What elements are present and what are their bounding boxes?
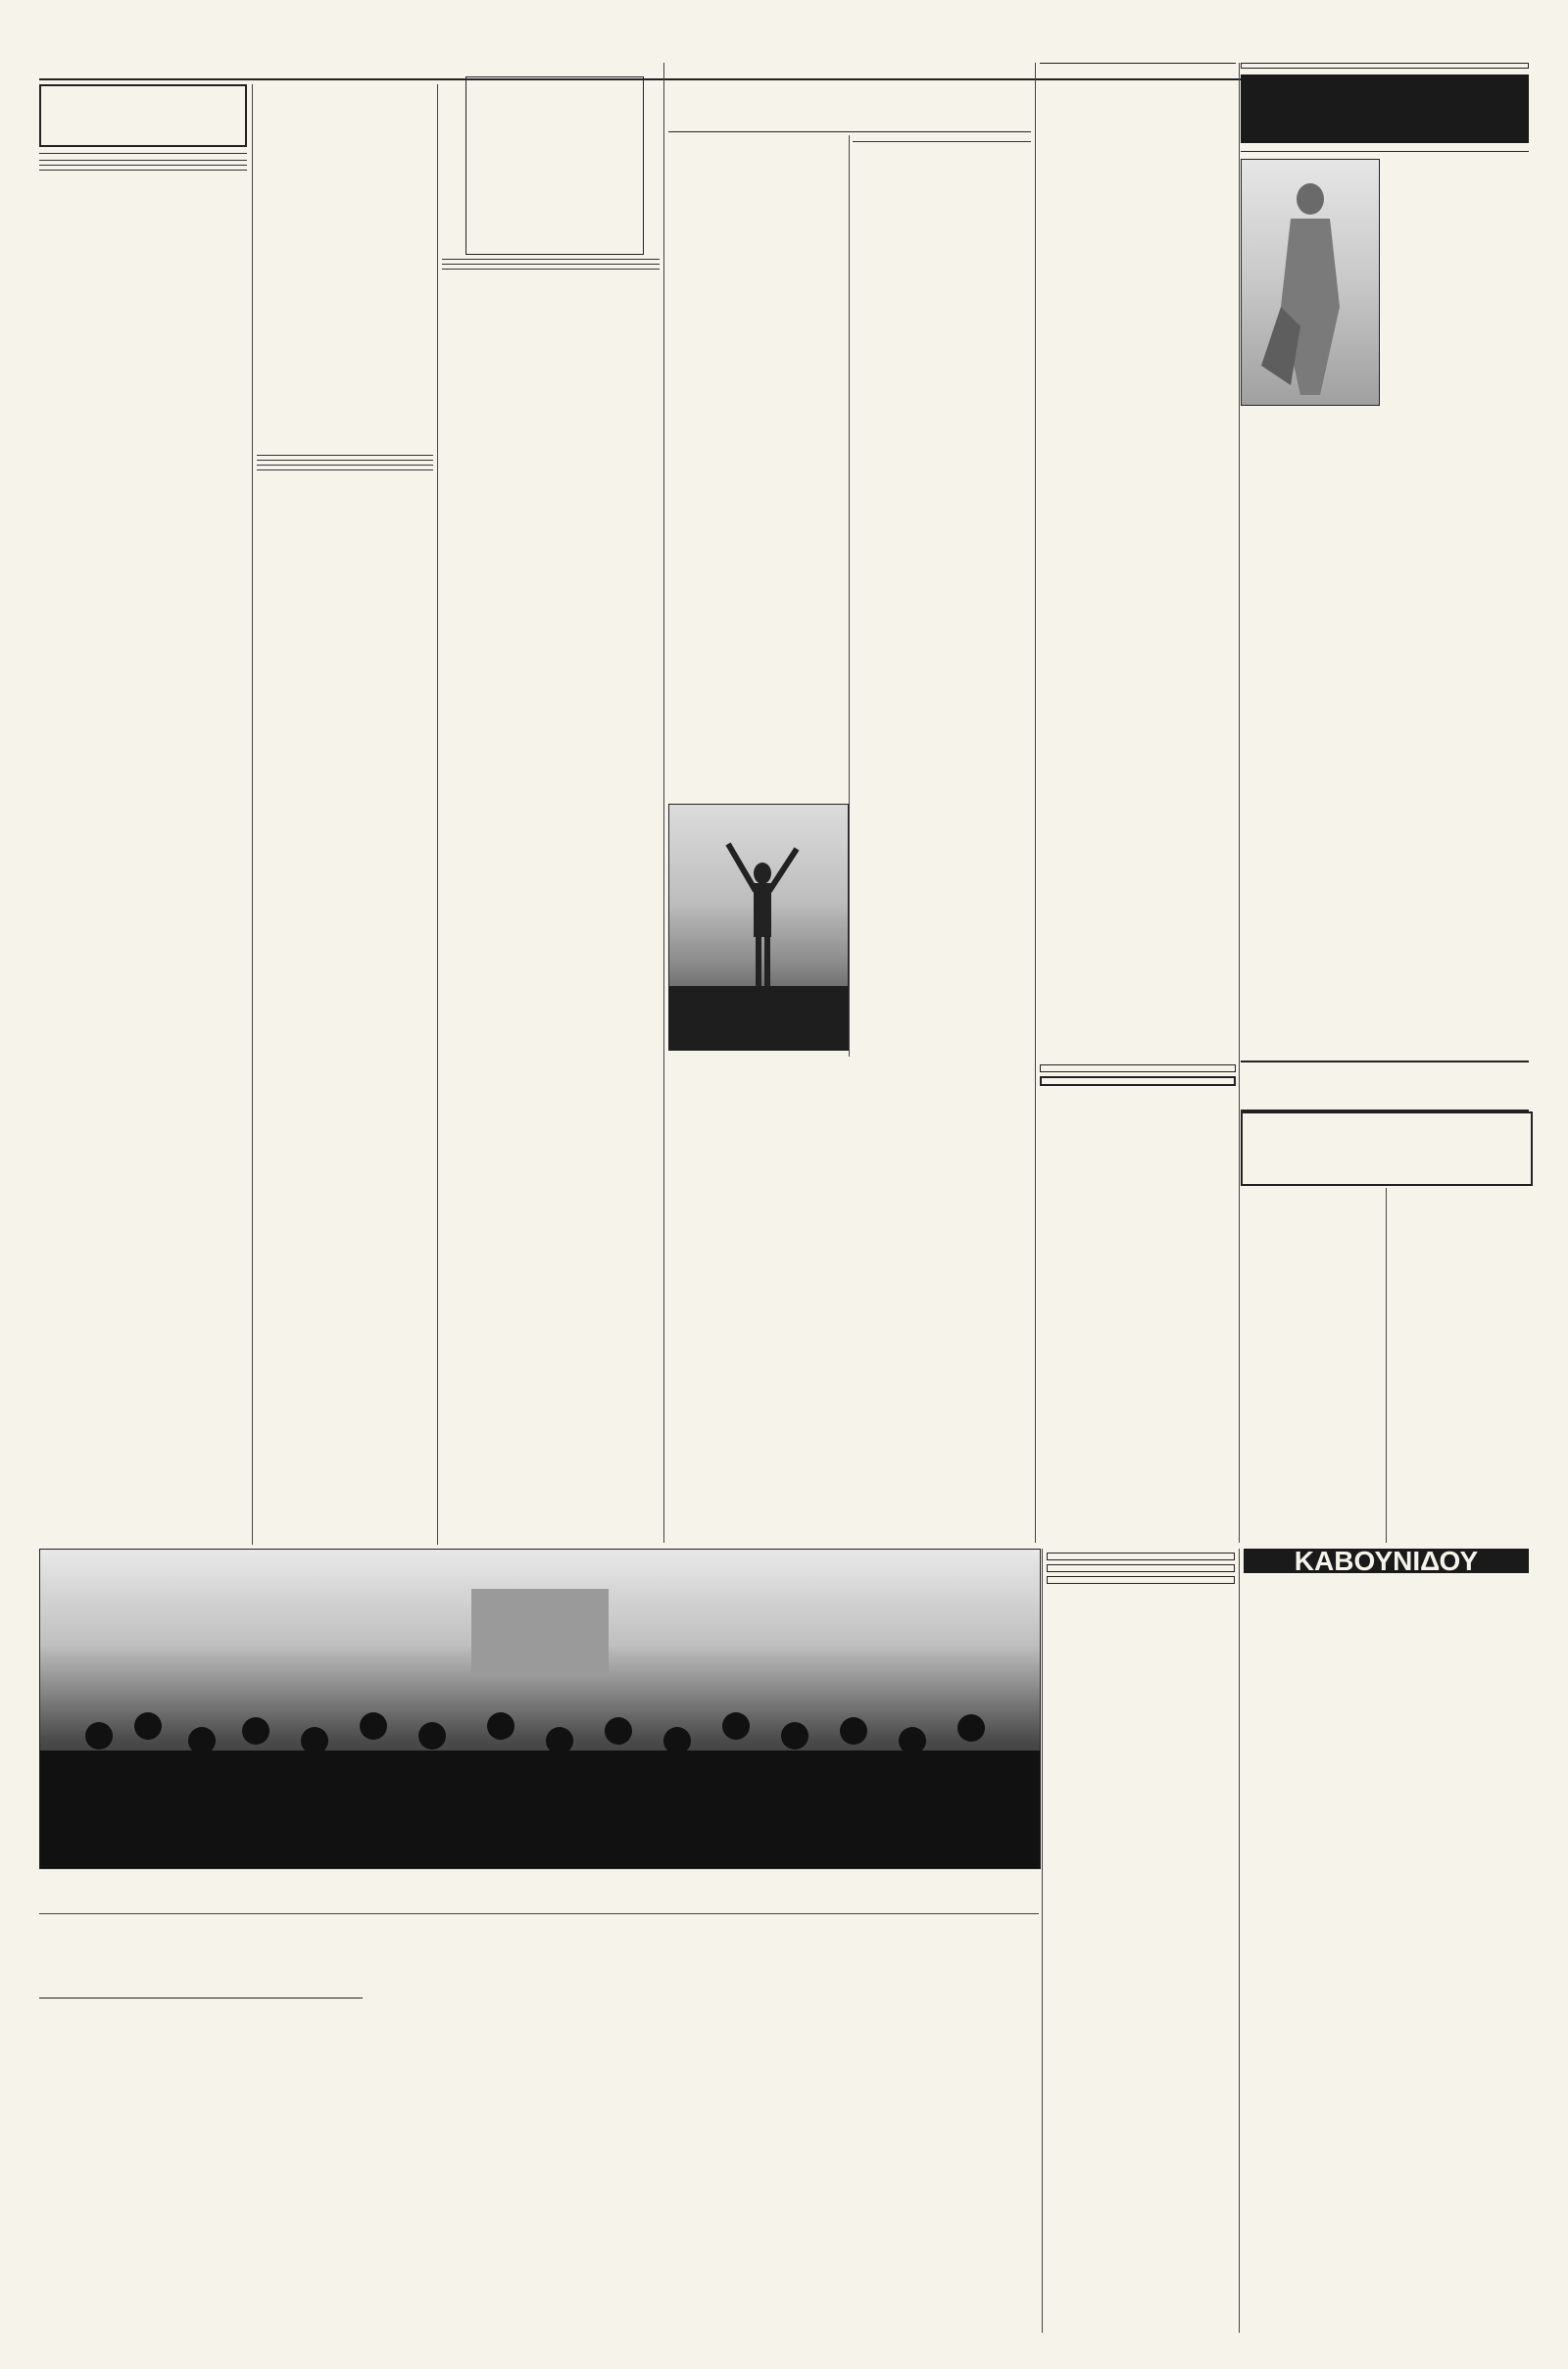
column-rule bbox=[1386, 1188, 1387, 1543]
argosaronikou-ad bbox=[1047, 1553, 1235, 1560]
aigli-heading bbox=[257, 469, 433, 470]
column-rule bbox=[1035, 63, 1036, 1543]
michelangelo-text-col2 bbox=[1392, 156, 1529, 960]
section-rule bbox=[39, 1913, 1039, 1914]
bakiref-col4 bbox=[537, 1917, 700, 2333]
kouba-title-line2 bbox=[1040, 63, 1236, 64]
column-rule bbox=[1042, 1549, 1043, 2333]
column-rule bbox=[437, 84, 438, 1545]
kavounidou-column bbox=[1244, 1549, 1529, 2328]
michelangelo-title-banner bbox=[1241, 74, 1529, 143]
michelangelo-header bbox=[1241, 63, 1529, 69]
michelangelo-byline bbox=[1241, 149, 1529, 152]
fortiga-ad bbox=[1040, 1064, 1236, 1072]
kouba-column bbox=[1040, 63, 1236, 612]
kouba-column-end bbox=[1040, 612, 1236, 759]
reception-photo-caption bbox=[39, 1870, 1039, 1909]
column-rule bbox=[1239, 1549, 1240, 2333]
lower-right-ads bbox=[1047, 1549, 1235, 2328]
b-projection-heading bbox=[257, 455, 433, 456]
column-rule bbox=[252, 84, 253, 1545]
typaldou-schedule bbox=[1241, 1188, 1384, 1543]
crowd-silhouette-icon bbox=[40, 1550, 1040, 1868]
crossword-grid bbox=[466, 76, 644, 255]
figure-silhouette-icon bbox=[669, 805, 848, 1050]
small-ads bbox=[1040, 763, 1236, 1057]
trito-heading bbox=[39, 170, 247, 171]
falconer-photo bbox=[668, 804, 849, 1051]
suburbs-heading bbox=[257, 460, 433, 461]
kavounidou-banner: ΚΑΒΟΥΝΙΔΟΥ bbox=[1244, 1549, 1529, 1573]
ekdromika-title bbox=[853, 141, 1031, 142]
column-rule bbox=[1239, 63, 1240, 1543]
syvaioi-ad bbox=[1047, 1564, 1235, 1572]
theamata-column bbox=[39, 84, 247, 1545]
mantarismata-ad bbox=[1040, 1076, 1236, 1086]
nike-statue-photo bbox=[1241, 159, 1380, 406]
bakiref-kicker bbox=[39, 1917, 363, 1937]
column-rule bbox=[663, 63, 664, 1543]
drama-headline bbox=[668, 63, 1031, 132]
bakiref-col6 bbox=[874, 1917, 1037, 2333]
deftero-heading bbox=[39, 165, 247, 166]
bakiref-col2 bbox=[204, 2023, 361, 2333]
bakiref-title-block bbox=[39, 1939, 363, 1999]
dromologia-banner bbox=[1241, 1061, 1529, 1111]
dimos-block bbox=[442, 264, 660, 265]
piraeus-heading bbox=[257, 465, 433, 466]
crossword-area bbox=[442, 63, 660, 255]
drama-col-2 bbox=[853, 135, 1031, 596]
drama-col-1 bbox=[668, 135, 847, 802]
lower-ads-column bbox=[1040, 1061, 1236, 1543]
bakiref-col1 bbox=[39, 2023, 196, 2333]
michelangelo-text-col1 bbox=[1241, 156, 1383, 960]
cinema-listing-top bbox=[257, 84, 433, 447]
despoina-schedule bbox=[1389, 1188, 1529, 1543]
reception-photo bbox=[39, 1549, 1041, 1869]
theamata-banner bbox=[39, 84, 247, 147]
statue-icon bbox=[1242, 160, 1379, 405]
cinema-heading bbox=[39, 153, 247, 154]
oikopeda-block bbox=[442, 269, 660, 270]
drama-col-2-bottom bbox=[853, 730, 1031, 1054]
garfalianos-ad bbox=[1047, 1576, 1235, 1584]
bakiref-col3 bbox=[368, 1917, 531, 2333]
bakiref-col5 bbox=[706, 1917, 868, 2333]
dimosiefsis-block bbox=[853, 608, 1031, 725]
cinema-listing-column bbox=[257, 451, 433, 1539]
column-rule bbox=[849, 135, 850, 1057]
radio-heading bbox=[39, 160, 247, 161]
michelangelo-block bbox=[1241, 63, 1529, 1055]
hellas-ad bbox=[1241, 1111, 1533, 1186]
aixman-block bbox=[442, 259, 660, 260]
crossword-column bbox=[442, 63, 660, 1543]
